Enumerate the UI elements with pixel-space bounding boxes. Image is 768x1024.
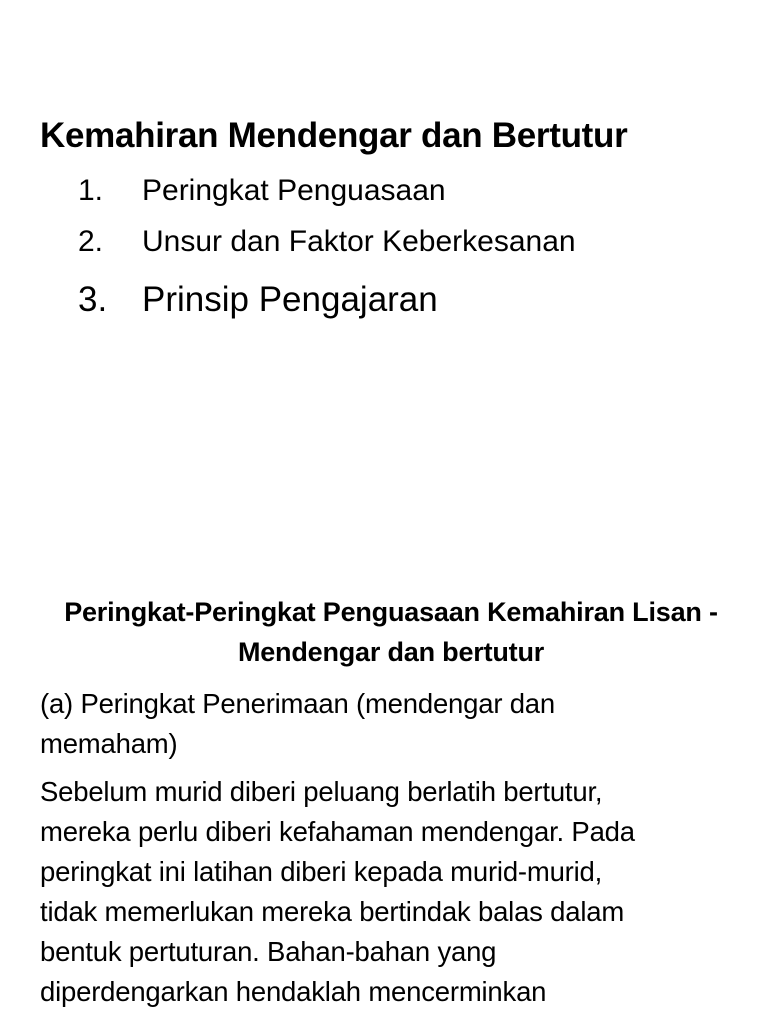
topic-list xyxy=(78,168,576,330)
paragraph-line: bentuk pertuturan. Bahan-bahan yang xyxy=(40,936,497,967)
list-item-number: 3. xyxy=(78,280,108,319)
list-item-text: Prinsip Pengajaran xyxy=(142,280,438,319)
subheading-line: (a) Peringkat Penerimaan (mendengar dan xyxy=(40,688,555,719)
paragraph-line: peringkat ini latihan diberi kepada murid-murid, xyxy=(40,856,603,887)
list-item-number: 2. xyxy=(78,225,104,258)
section-title: Peringkat-Peringkat Penguasaan Kemahiran Lisan - Mendengar dan bertutur xyxy=(64,597,718,667)
slide-title: Kemahiran Mendengar dan Bertutur xyxy=(40,116,628,155)
slide-2 xyxy=(0,545,768,1024)
subheading-line: memaham) xyxy=(40,728,178,759)
list-item xyxy=(78,270,576,330)
list-item xyxy=(78,214,576,270)
list-item-text: Peringkat Penguasaan xyxy=(142,174,446,207)
body-text xyxy=(40,684,730,1012)
paragraph-line: diperdengarkan hendaklah mencerminkan xyxy=(40,976,547,1007)
list-item-text: Unsur dan Faktor Keberkesanan xyxy=(142,225,576,258)
paragraph-line: mereka perlu diberi kefahaman mendengar. Pada xyxy=(40,816,635,847)
paragraph-line: Sebelum murid diberi peluang berlatih bertutur, xyxy=(40,776,603,807)
list-item xyxy=(78,168,576,214)
paragraph-line: tidak memerlukan mereka bertindak balas dalam xyxy=(40,896,625,927)
list-item-number: 1. xyxy=(78,174,104,207)
